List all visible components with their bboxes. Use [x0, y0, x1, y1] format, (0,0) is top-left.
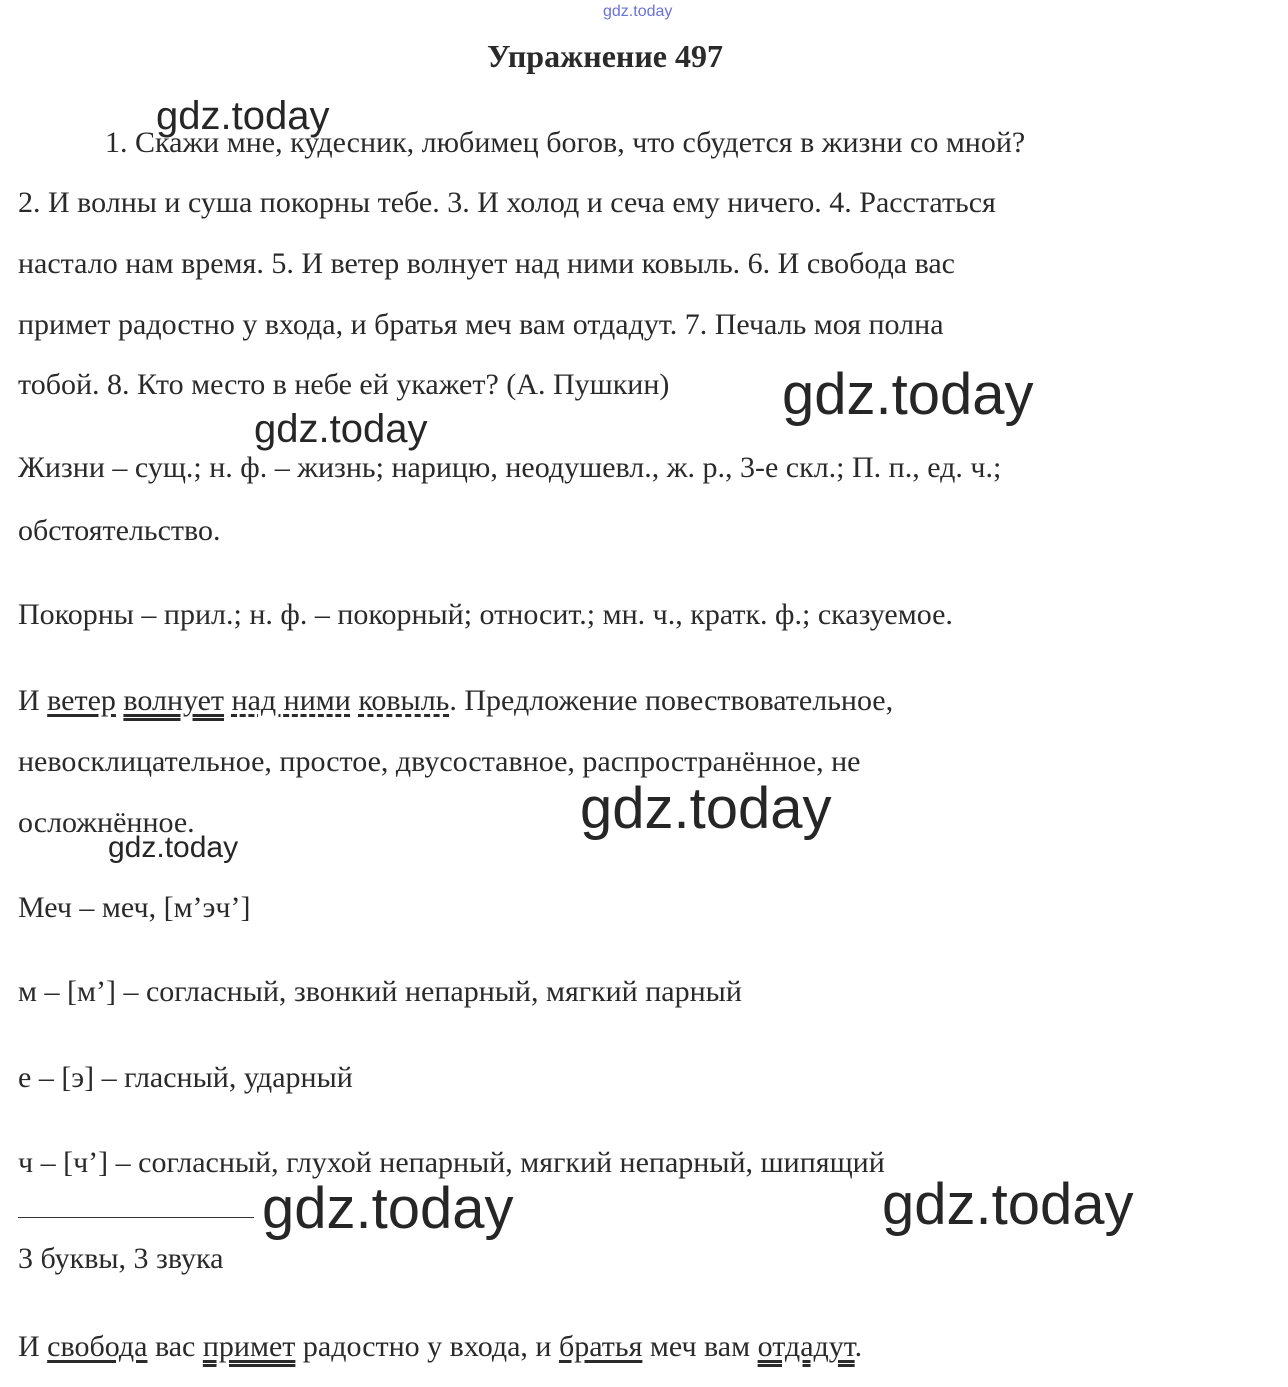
- subject-word: свобода: [47, 1330, 148, 1363]
- sentence-word: И: [18, 684, 40, 717]
- subject-word: ветер: [47, 684, 116, 717]
- phonetic-row: м – [м’] – согласный, звонкий непарный, мягкий парный: [18, 975, 742, 1008]
- watermark: gdz.today: [262, 1176, 514, 1241]
- poem-line: 2. И волны и суша покорны тебе. 3. И холод и сеча ему ничего. 4. Расстаться: [18, 186, 996, 219]
- sentence-parse-2: [18, 1330, 862, 1364]
- analysis-zhizni: Жизни – сущ.; н. ф. – жизнь; нарицю, неодушевл., ж. р., 3-е скл.; П. п., ед. ч.;: [18, 451, 1002, 484]
- poem-line: 1. Скажи мне, кудесник, любимец богов, что сбудется в жизни со мной?: [105, 126, 1026, 159]
- poem-line: тобой. 8. Кто место в небе ей укажет? (А. Пушкин): [18, 368, 670, 401]
- letters-sounds: 3 буквы, 3 звука: [18, 1242, 224, 1275]
- phonetic-row: ч – [ч’] – согласный, глухой непарный, мягкий непарный, шипящий: [18, 1146, 885, 1179]
- predicate-word: примет: [202, 1330, 296, 1363]
- watermark: gdz.today: [882, 1172, 1134, 1237]
- watermark: gdz.today: [782, 362, 1034, 427]
- sentence-text: .: [854, 1330, 863, 1363]
- predicate-word: волнует: [123, 684, 225, 717]
- analysis-pokorny: Покорны – прил.; н. ф. – покорный; относит.; мн. ч., кратк. ф.; сказуемое.: [18, 598, 953, 631]
- sentence-parse: [18, 684, 893, 718]
- phonetic-title: Меч – меч, [м’эч’]: [18, 891, 251, 924]
- sentence-text: радостно у входа, и: [295, 1330, 559, 1363]
- sentence-description: . Предложение повествовательное,: [449, 684, 894, 717]
- sentence-text: меч вам: [642, 1330, 758, 1363]
- page-title: Упражнение 497: [486, 38, 723, 74]
- watermark: gdz.today: [254, 407, 428, 451]
- watermark: gdz.today: [108, 831, 239, 864]
- sentence-description-cont: невосклицательное, простое, двусоставное, распространённое, не: [18, 745, 861, 778]
- analysis-zhizni-cont: обстоятельство.: [18, 514, 221, 547]
- adverbial-words: над ними: [231, 684, 351, 717]
- sentence-text: вас: [147, 1330, 203, 1363]
- predicate-word: отдадут: [757, 1330, 855, 1363]
- watermark: gdz.today: [603, 3, 673, 20]
- poem-line: примет радостно у входа, и братья меч вам отдадут. 7. Печаль моя полна: [18, 308, 944, 341]
- divider: [18, 1217, 254, 1218]
- object-word: ковыль: [358, 684, 450, 717]
- watermark: gdz.today: [156, 94, 330, 138]
- sentence-text: И: [18, 1330, 48, 1363]
- phonetic-row: е – [э] – гласный, ударный: [18, 1061, 353, 1094]
- subject-word: братья: [558, 1330, 643, 1363]
- poem-line: настало нам время. 5. И ветер волнует над ними ковыль. 6. И свобода вас: [18, 247, 955, 280]
- sentence-description-end: осложнённое.: [18, 806, 195, 839]
- watermark: gdz.today: [580, 776, 832, 841]
